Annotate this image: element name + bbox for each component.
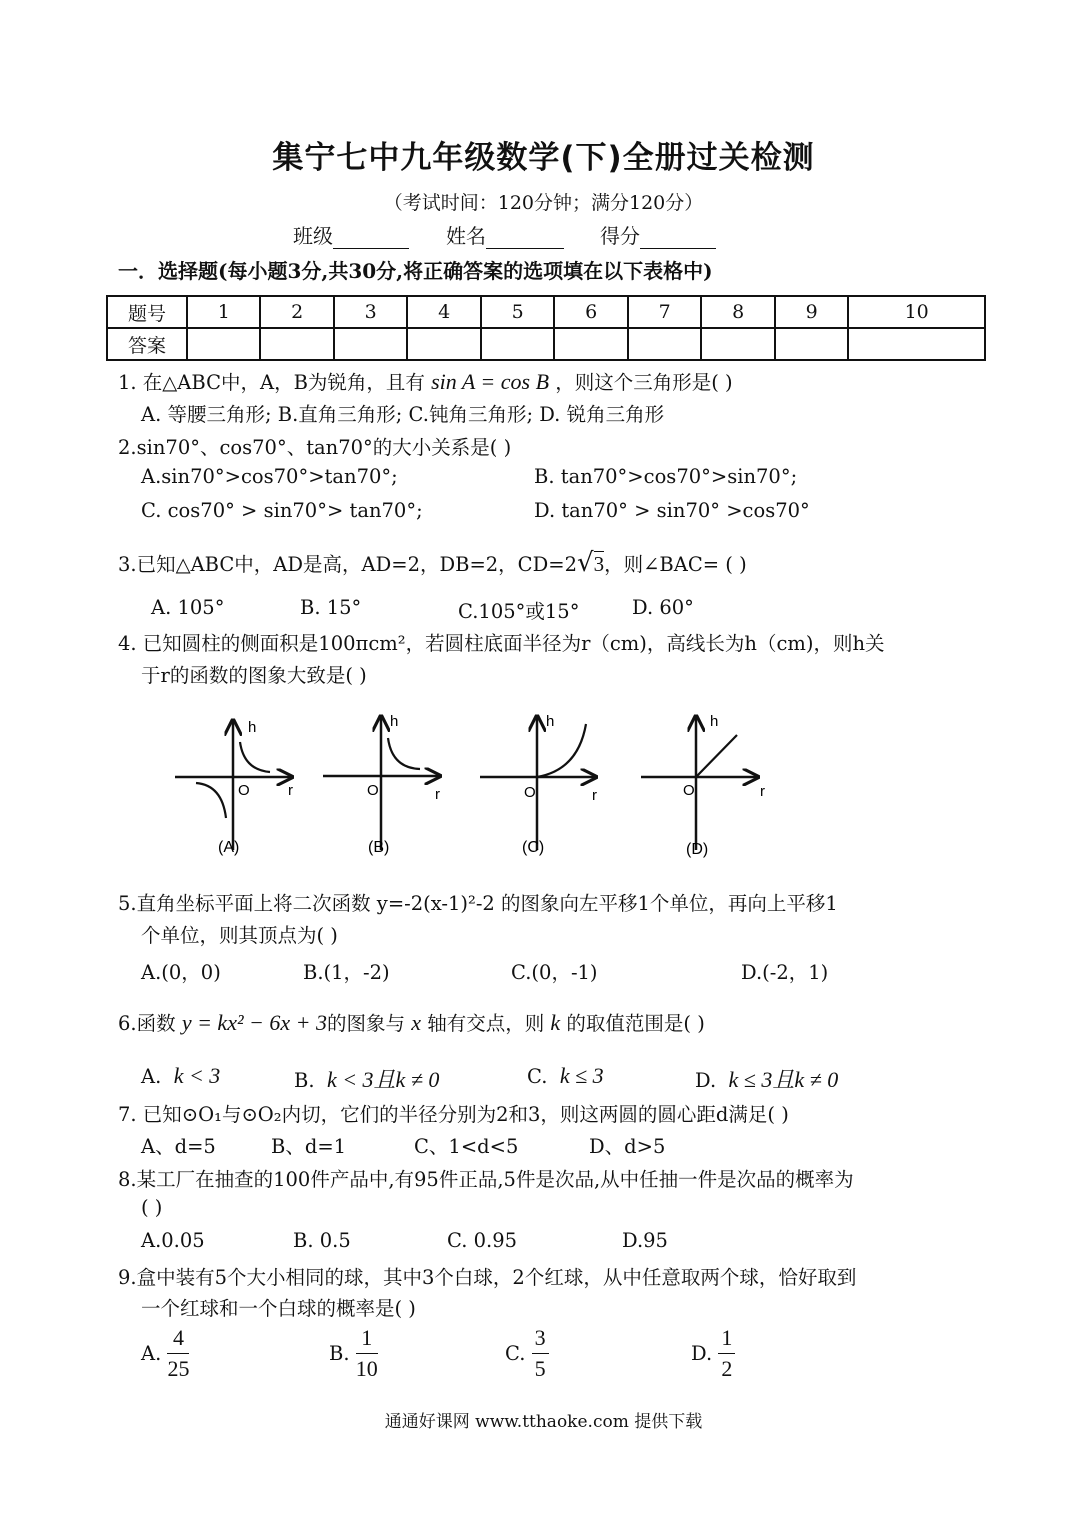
q6-text-d: 的取值范围是( ) (566, 1012, 705, 1035)
question-number: 4 (407, 296, 480, 328)
q3-radicand: 3 (593, 552, 605, 576)
question-3-option-a: A. 105° (151, 596, 225, 619)
answer-cell[interactable] (775, 328, 848, 360)
question-6-stem (118, 1008, 705, 1036)
answer-cell[interactable] (481, 328, 554, 360)
question-3-option-d: D. 60° (632, 596, 694, 619)
sqrt-symbol: √ (576, 548, 594, 578)
question-6-option-b (294, 1063, 439, 1094)
question-2-option-b: B. tan70°>cos70°>sin70°; (534, 465, 798, 488)
numerator: 1 (356, 1323, 378, 1354)
numerator: 1 (718, 1323, 735, 1354)
option-label: C. (505, 1342, 526, 1365)
fraction (167, 1323, 189, 1384)
question-9-option-c (505, 1323, 549, 1384)
question-number-row (107, 296, 985, 328)
question-2-option-a: A.sin70°>cos70°>tan70°; (141, 465, 398, 488)
question-number: 10 (848, 296, 985, 328)
answer-cell[interactable] (554, 328, 627, 360)
row-label: 答案 (107, 328, 187, 360)
fraction (356, 1323, 378, 1384)
q6-text-a: 6.函数 (118, 1012, 176, 1035)
question-number: 7 (628, 296, 701, 328)
axis-h-label: h (248, 719, 257, 736)
q6-expression: y = kx² − 6x + 3 (181, 1010, 328, 1035)
question-7-option-c: C、1<d<5 (414, 1135, 519, 1158)
question-7-option-d: D、d>5 (589, 1135, 666, 1158)
question-9-option-b (329, 1323, 378, 1384)
option-expr: k ≤ 3且k ≠ 0 (728, 1067, 839, 1092)
question-3-stem (118, 548, 747, 578)
graph-a (175, 719, 293, 856)
question-8-option-b: B. 0.5 (293, 1229, 351, 1252)
question-7-option-a: A、d=5 (141, 1135, 216, 1158)
question-number: 5 (481, 296, 554, 328)
option-expr: k < 3且k ≠ 0 (326, 1067, 440, 1092)
numerator: 3 (532, 1323, 549, 1354)
q1-text-a: 1. 在△ABC中，A，B为锐角，且有 (118, 371, 425, 394)
class-blank[interactable] (333, 226, 409, 249)
question-5-line-1: 5.直角坐标平面上将二次函数 y=-2(x-1)²-2 的图象向左平移1个单位，再向上平移1 (118, 892, 838, 915)
axis-h-label: h (390, 713, 399, 730)
question-5-line-2: 个单位，则其顶点为( ) (141, 924, 338, 947)
question-9-line-2: 一个红球和一个白球的概率是( ) (141, 1297, 416, 1320)
question-8-option-d: D.95 (622, 1229, 668, 1252)
page-title: 集宁七中九年级数学(下)全册过关检测 (272, 140, 815, 176)
q6-var-x: x (411, 1010, 421, 1035)
answer-cell[interactable] (628, 328, 701, 360)
question-2-option-d: D. tan70° > sin70° >cos70° (534, 499, 810, 522)
axis-h-label: h (546, 713, 555, 730)
option-label: D. (691, 1342, 713, 1365)
axis-h-label: h (710, 713, 719, 730)
q1-text-b: ，则这个三角形是( ) (555, 371, 733, 394)
question-3-option-b: B. 15° (300, 596, 362, 619)
q3-text-a: 3.已知△ABC中，AD是高，AD=2，DB=2，CD=2 (118, 553, 577, 576)
question-8-option-a: A.0.05 (141, 1229, 205, 1252)
exam-info: （考试时间：120分钟；满分120分） (383, 192, 704, 214)
question-4-line-1: 4. 已知圆柱的侧面积是100πcm²，若圆柱底面半径为r（cm)，高线长为h（cm)，则h关 (118, 632, 885, 655)
graph-b (323, 713, 440, 856)
q6-text-b: 的图象与 (327, 1012, 406, 1035)
option-expr: k < 3 (173, 1063, 221, 1088)
graph-b-label: (B) (368, 839, 390, 856)
answer-cell[interactable] (187, 328, 260, 360)
q6-var-k: k (550, 1010, 561, 1035)
name-label: 姓名 (446, 224, 486, 248)
answer-cell[interactable] (848, 328, 985, 360)
axis-r-label: r (435, 786, 440, 803)
question-number: 3 (334, 296, 407, 328)
option-label: B. (329, 1342, 350, 1365)
question-number: 2 (260, 296, 333, 328)
question-number: 8 (701, 296, 774, 328)
section-heading: 一．选择题(每小题3分,共30分,将正确答案的选项填在以下表格中) (118, 259, 713, 283)
question-number: 6 (554, 296, 627, 328)
graph-d-label: (D) (686, 841, 709, 858)
axis-r-label: r (760, 783, 765, 800)
function-graphs (160, 700, 800, 870)
question-2-stem: 2.sin70°、cos70°、tan70°的大小关系是( ) (118, 436, 512, 459)
question-1-stem (118, 367, 733, 395)
page-footer: 通通好课网 www.tthaoke.com 提供下载 (384, 1412, 703, 1432)
question-number: 9 (775, 296, 848, 328)
answer-cell[interactable] (334, 328, 407, 360)
numerator: 4 (167, 1323, 189, 1354)
question-9-line-1: 9.盒中装有5个大小相同的球，其中3个白球，2个红球，从中任意取两个球，恰好取到 (118, 1266, 857, 1289)
question-5-option-c: C.(0，-1) (511, 961, 598, 984)
graph-a-label: (A) (218, 839, 240, 856)
q1-expression: sin A = cos B (431, 369, 550, 394)
question-3-option-c: C.105°或15° (458, 600, 580, 623)
option-label: B. (294, 1069, 315, 1092)
question-8-option-c: C. 0.95 (447, 1229, 518, 1252)
question-4-line-2: 于r的函数的图象大致是( ) (141, 664, 367, 687)
question-9-option-a (141, 1323, 189, 1384)
option-label: D. (695, 1069, 717, 1092)
axis-r-label: r (288, 782, 293, 799)
question-2-option-c: C. cos70° > sin70°> tan70°; (141, 499, 423, 522)
question-6-option-c (527, 1063, 604, 1089)
name-field (446, 220, 564, 249)
origin-label: O (367, 782, 379, 799)
question-8-line-1: 8.某工厂在抽查的100件产品中,有95件正品,5件是次品,从中任抽一件是次品的概率为 (118, 1168, 854, 1191)
question-8-line-2: ( ) (141, 1196, 163, 1219)
question-5-option-b: B.(1，-2) (303, 961, 390, 984)
origin-label: O (238, 782, 250, 799)
answer-row (107, 328, 985, 360)
question-6-option-d (695, 1063, 838, 1094)
answer-cell[interactable] (260, 328, 333, 360)
q6-text-c: 轴有交点，则 (427, 1012, 545, 1035)
denominator: 25 (167, 1356, 190, 1381)
option-label: A. (141, 1342, 162, 1365)
answer-table (106, 295, 986, 361)
denominator: 2 (721, 1356, 733, 1381)
origin-label: O (683, 782, 695, 799)
question-9-option-d (691, 1323, 735, 1384)
answer-cell[interactable] (701, 328, 774, 360)
answer-cell[interactable] (407, 328, 480, 360)
graph-d (641, 713, 765, 858)
graph-c (480, 713, 597, 856)
denominator: 10 (355, 1356, 378, 1381)
denominator: 5 (534, 1356, 546, 1381)
score-blank[interactable] (640, 226, 716, 249)
axis-r-label: r (592, 787, 597, 804)
question-7-stem: 7. 已知⊙O₁与⊙O₂内切，它们的半径分别为2和3，则这两圆的圆心距d满足( ) (118, 1103, 789, 1126)
row-label: 题号 (107, 296, 187, 328)
question-number: 1 (187, 296, 260, 328)
question-5-option-a: A.(0，0) (141, 961, 221, 984)
q3-text-b: ，则∠BAC= ( ) (604, 553, 747, 576)
class-label: 班级 (293, 224, 333, 248)
name-blank[interactable] (486, 226, 564, 249)
fraction (718, 1323, 735, 1384)
question-7-option-b: B、d=1 (271, 1135, 347, 1158)
question-6-option-a (141, 1063, 220, 1089)
option-expr: k ≤ 3 (559, 1063, 604, 1088)
score-field (600, 220, 716, 249)
fraction (532, 1323, 549, 1384)
graph-c-label: (C) (522, 839, 545, 856)
question-5-option-d: D.(-2，1) (741, 961, 829, 984)
question-1-options: A. 等腰三角形; B.直角三角形; C.钝角三角形; D. 锐角三角形 (141, 403, 665, 426)
origin-label: O (524, 784, 536, 801)
option-label: C. (527, 1065, 548, 1088)
option-label: A. (141, 1065, 162, 1088)
class-field (293, 220, 409, 249)
score-label: 得分 (600, 224, 640, 248)
